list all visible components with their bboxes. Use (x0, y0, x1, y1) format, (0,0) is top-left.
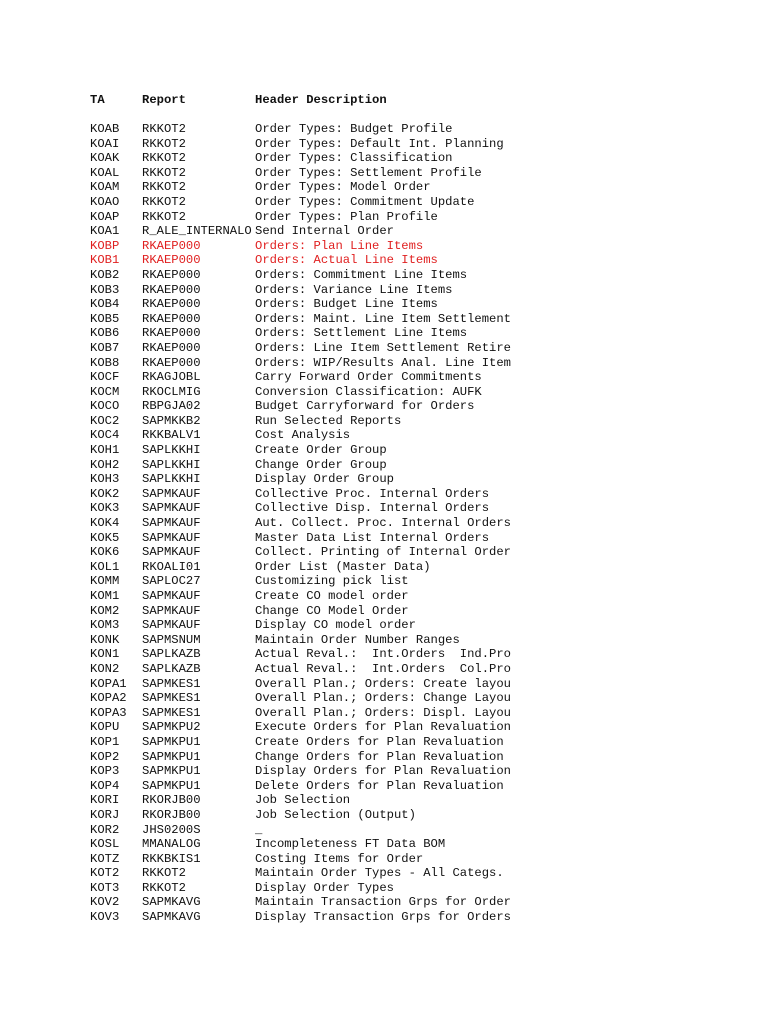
table-row (90, 633, 750, 648)
cell-report: RKORJB00 (142, 793, 201, 808)
table-row (90, 735, 750, 750)
cell-ta: KOBP (90, 238, 120, 253)
cell-report: RKAEP000 (142, 297, 201, 312)
cell-description: Change CO Model Order (255, 603, 409, 618)
cell-ta: KOAP (90, 209, 120, 224)
cell-ta: KOT3 (90, 880, 120, 895)
header-report: Report (142, 93, 186, 107)
cell-report: SAPLKAZB (142, 647, 201, 662)
table-row (90, 399, 750, 414)
table-row (90, 793, 750, 808)
cell-report: SAPMKAUF (142, 486, 201, 501)
cell-ta: KOR2 (90, 822, 120, 837)
cell-description: Orders: Actual Line Items (255, 253, 438, 268)
cell-ta: KOPU (90, 720, 120, 735)
cell-description: Orders: WIP/Results Anal. Line Item (255, 355, 511, 370)
table-row (90, 341, 750, 356)
table-row (90, 647, 750, 662)
cell-description: Orders: Settlement Line Items (255, 326, 468, 341)
table-row (90, 458, 750, 473)
cell-report: RKKOT2 (142, 151, 186, 166)
cell-ta: KOTZ (90, 851, 120, 866)
cell-description: Maintain Order Number Ranges (255, 632, 460, 647)
cell-ta: KOV3 (90, 910, 120, 925)
cell-description: Master Data List Internal Orders (255, 530, 490, 545)
cell-report: MMANALOG (142, 837, 201, 852)
table-row (90, 881, 750, 896)
cell-description: Order Types: Plan Profile (255, 209, 438, 224)
cell-report: SAPMKAUF (142, 603, 201, 618)
cell-ta: KOCM (90, 384, 120, 399)
table-row (90, 560, 750, 575)
table-row (90, 268, 750, 283)
table-row (90, 764, 750, 779)
cell-report: JHS0200S (142, 822, 201, 837)
cell-description: Order Types: Model Order (255, 180, 431, 195)
cell-description: Create Order Group (255, 443, 387, 458)
cell-report: RKAEP000 (142, 340, 201, 355)
cell-report: SAPLKKHI (142, 457, 201, 472)
cell-description: Orders: Budget Line Items (255, 297, 438, 312)
table-row (90, 166, 750, 181)
cell-description: Create Orders for Plan Revaluation (255, 734, 504, 749)
cell-ta: KOP3 (90, 764, 120, 779)
cell-description: Costing Items for Order (255, 851, 424, 866)
table-row (90, 677, 750, 692)
cell-report: SAPMKKB2 (142, 413, 201, 428)
cell-report: SAPLKKHI (142, 472, 201, 487)
table-row (90, 428, 750, 443)
cell-report: RKAEP000 (142, 238, 201, 253)
cell-description: Orders: Maint. Line Item Settlement (255, 311, 511, 326)
cell-ta: KOPA3 (90, 705, 127, 720)
cell-ta: KOA1 (90, 224, 120, 239)
cell-report: RKAEP000 (142, 355, 201, 370)
table-row (90, 239, 750, 254)
cell-ta: KORJ (90, 807, 120, 822)
table-row (90, 750, 750, 765)
cell-ta: KOP4 (90, 778, 120, 793)
cell-ta: KOB8 (90, 355, 120, 370)
cell-description: Job Selection (Output) (255, 807, 416, 822)
cell-report: RKKOT2 (142, 194, 186, 209)
cell-report: RKAEP000 (142, 326, 201, 341)
table-row (90, 137, 750, 152)
cell-description: Job Selection (255, 793, 351, 808)
cell-ta: KOC2 (90, 413, 120, 428)
cell-description: Change Order Group (255, 457, 387, 472)
cell-ta: KOH1 (90, 443, 120, 458)
cell-description: Collective Proc. Internal Orders (255, 486, 490, 501)
cell-report: R_ALE_INTERNALO (142, 224, 252, 239)
cell-report: SAPLOC27 (142, 574, 201, 589)
cell-ta: KOM2 (90, 603, 120, 618)
cell-ta: KOAO (90, 194, 120, 209)
cell-description: Maintain Order Types - All Categs. (255, 866, 504, 881)
cell-report: SAPMKPU2 (142, 720, 201, 735)
cell-ta: KOP1 (90, 734, 120, 749)
cell-ta: KOAK (90, 151, 120, 166)
table-row (90, 283, 750, 298)
cell-report: RKKOT2 (142, 880, 186, 895)
cell-ta: KOB5 (90, 311, 120, 326)
transaction-table (90, 92, 750, 925)
table-row (90, 837, 750, 852)
cell-description: Display Transaction Grps for Orders (255, 910, 511, 925)
table-body (90, 122, 750, 925)
table-row (90, 253, 750, 268)
table-row (90, 618, 750, 633)
cell-report: SAPMKAUF (142, 501, 201, 516)
header-ta: TA (90, 93, 105, 107)
cell-ta: KON2 (90, 661, 120, 676)
cell-ta: KOM3 (90, 618, 120, 633)
cell-report: SAPMKPU1 (142, 778, 201, 793)
table-row (90, 604, 750, 619)
cell-ta: KOB2 (90, 267, 120, 282)
table-row (90, 224, 750, 239)
table-row (90, 662, 750, 677)
table-row (90, 866, 750, 881)
cell-report: SAPMKPU1 (142, 749, 201, 764)
table-row (90, 706, 750, 721)
cell-description: Run Selected Reports (255, 413, 402, 428)
cell-ta: KOSL (90, 837, 120, 852)
cell-ta: KOP2 (90, 749, 120, 764)
table-row (90, 589, 750, 604)
cell-ta: KOK6 (90, 545, 120, 560)
cell-report: RKKOT2 (142, 180, 186, 195)
cell-ta: KOT2 (90, 866, 120, 881)
cell-description: Display Order Group (255, 472, 394, 487)
cell-ta: KOK4 (90, 516, 120, 531)
table-row (90, 545, 750, 560)
cell-ta: KOAL (90, 165, 120, 180)
cell-description: Conversion Classification: AUFK (255, 384, 482, 399)
cell-ta: KOB3 (90, 282, 120, 297)
cell-description: Customizing pick list (255, 574, 409, 589)
cell-ta: KOL1 (90, 559, 120, 574)
cell-report: SAPMKES1 (142, 676, 201, 691)
cell-description: Aut. Collect. Proc. Internal Orders (255, 516, 511, 531)
cell-description: Change Orders for Plan Revaluation (255, 749, 504, 764)
cell-ta: KOC4 (90, 428, 120, 443)
cell-ta: KOB7 (90, 340, 120, 355)
cell-description: Budget Carryforward for Orders (255, 399, 475, 414)
cell-description: Send Internal Order (255, 224, 394, 239)
cell-report: SAPMKAVG (142, 910, 201, 925)
cell-description: Actual Reval.: Int.Orders Ind.Pro (255, 647, 511, 662)
cell-ta: KOB6 (90, 326, 120, 341)
cell-description: Collect. Printing of Internal Order (255, 545, 511, 560)
cell-report: RKAEP000 (142, 253, 201, 268)
cell-report: RKKOT2 (142, 165, 186, 180)
cell-report: SAPMKPU1 (142, 764, 201, 779)
cell-description: Collective Disp. Internal Orders (255, 501, 490, 516)
cell-report: SAPMKAUF (142, 516, 201, 531)
table-row (90, 414, 750, 429)
cell-ta: KOAI (90, 136, 120, 151)
cell-ta: KOV2 (90, 895, 120, 910)
table-row (90, 779, 750, 794)
cell-ta: KOB1 (90, 253, 120, 268)
table-row (90, 895, 750, 910)
cell-ta: KOK2 (90, 486, 120, 501)
cell-report: SAPMKAVG (142, 895, 201, 910)
cell-description: Create CO model order (255, 589, 409, 603)
cell-report: RKAEP000 (142, 267, 201, 282)
cell-ta: KOK3 (90, 501, 120, 516)
cell-ta: KOPA1 (90, 676, 127, 691)
cell-description: Overall Plan.; Orders: Change Layou (255, 691, 511, 706)
cell-report: RKKOT2 (142, 122, 186, 136)
cell-description: Display Order Types (255, 880, 394, 895)
cell-description: Display CO model order (255, 618, 416, 633)
table-row (90, 516, 750, 531)
cell-report: SAPMKAUF (142, 545, 201, 560)
cell-description: Orders: Commitment Line Items (255, 267, 468, 282)
cell-description: Cost Analysis (255, 428, 351, 443)
table-row (90, 720, 750, 735)
cell-report: RKKOT2 (142, 866, 186, 881)
cell-description: Overall Plan.; Orders: Create layou (255, 676, 511, 691)
cell-ta: KOAM (90, 180, 120, 195)
cell-report: SAPMSNUM (142, 632, 201, 647)
table-row (90, 501, 750, 516)
cell-report: RKOALI01 (142, 559, 201, 574)
cell-report: RKAGJOBL (142, 370, 201, 385)
cell-report: RKKOT2 (142, 209, 186, 224)
table-row (90, 151, 750, 166)
table-row (90, 385, 750, 400)
cell-description: Order Types: Classification (255, 151, 453, 166)
table-row (90, 852, 750, 867)
cell-description: _ (255, 822, 263, 837)
table-row (90, 122, 750, 137)
cell-ta: KONK (90, 632, 120, 647)
table-row (90, 487, 750, 502)
cell-ta: KOK5 (90, 530, 120, 545)
cell-report: RKOCLMIG (142, 384, 201, 399)
cell-description: Execute Orders for Plan Revaluation (255, 720, 511, 735)
table-row (90, 297, 750, 312)
cell-description: Order Types: Default Int. Planning (255, 136, 504, 151)
cell-ta: KORI (90, 793, 120, 808)
cell-description: Delete Orders for Plan Revaluation (255, 778, 504, 793)
cell-description: Order Types: Commitment Update (255, 194, 475, 209)
table-row (90, 210, 750, 225)
cell-description: Display Orders for Plan Revaluation (255, 764, 511, 779)
cell-ta: KOCF (90, 370, 120, 385)
table-row (90, 370, 750, 385)
table-row (90, 808, 750, 823)
header-description: Header Description (255, 93, 387, 107)
table-row (90, 691, 750, 706)
cell-description: Orders: Line Item Settlement Retire (255, 340, 511, 355)
table-row (90, 356, 750, 371)
cell-ta: KOB4 (90, 297, 120, 312)
table-row (90, 195, 750, 210)
table-row (90, 443, 750, 458)
cell-description: Incompleteness FT Data BOM (255, 837, 446, 852)
cell-description: Carry Forward Order Commitments (255, 370, 482, 385)
cell-report: SAPLKKHI (142, 443, 201, 458)
cell-report: RBPGJA02 (142, 399, 201, 414)
cell-report: RKORJB00 (142, 807, 201, 822)
cell-report: SAPLKAZB (142, 661, 201, 676)
cell-report: SAPMKAUF (142, 618, 201, 633)
cell-ta: KON1 (90, 647, 120, 662)
table-row (90, 326, 750, 341)
cell-description: Orders: Variance Line Items (255, 282, 453, 297)
cell-report: RKKOT2 (142, 136, 186, 151)
cell-description: Orders: Plan Line Items (255, 238, 424, 253)
cell-description: Order Types: Settlement Profile (255, 165, 482, 180)
cell-description: Order List (Master Data) (255, 559, 431, 574)
table-row (90, 531, 750, 546)
table-row (90, 823, 750, 838)
cell-ta: KOM1 (90, 589, 120, 603)
table-row (90, 180, 750, 195)
cell-report: SAPMKES1 (142, 705, 201, 720)
cell-report: SAPMKES1 (142, 691, 201, 706)
cell-ta: KOPA2 (90, 691, 127, 706)
table-row (90, 574, 750, 589)
cell-description: Order Types: Budget Profile (255, 122, 453, 136)
cell-report: SAPMKPU1 (142, 734, 201, 749)
cell-ta: KOAB (90, 122, 120, 136)
cell-report: SAPMKAUF (142, 589, 201, 603)
cell-ta: KOMM (90, 574, 120, 589)
cell-ta: KOH3 (90, 472, 120, 487)
cell-description: Actual Reval.: Int.Orders Col.Pro (255, 661, 511, 676)
table-row (90, 910, 750, 925)
cell-report: RKKBKIS1 (142, 851, 201, 866)
table-row (90, 312, 750, 327)
cell-report: RKAEP000 (142, 282, 201, 297)
table-row (90, 472, 750, 487)
cell-report: RKAEP000 (142, 311, 201, 326)
table-header (90, 92, 750, 108)
cell-ta: KOH2 (90, 457, 120, 472)
cell-ta: KOCO (90, 399, 120, 414)
cell-description: Overall Plan.; Orders: Displ. Layou (255, 705, 511, 720)
cell-report: RKKBALV1 (142, 428, 201, 443)
cell-report: SAPMKAUF (142, 530, 201, 545)
cell-description: Maintain Transaction Grps for Order (255, 895, 511, 910)
